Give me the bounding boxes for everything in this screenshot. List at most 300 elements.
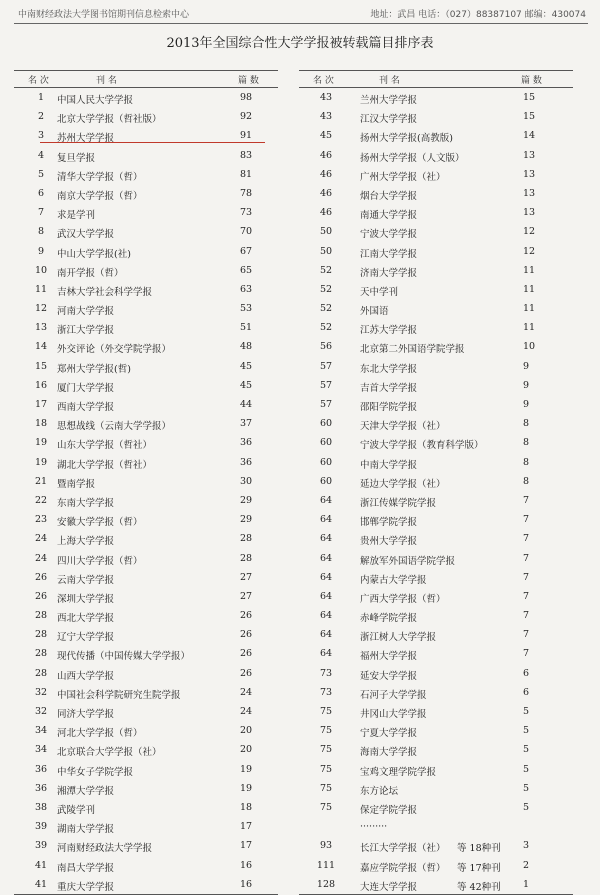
count-cell: 51 [240,322,253,334]
count-cell: 19 [240,782,253,794]
journal-title-cell: 延安大学学报 [360,670,418,682]
rank-cell: 75 [319,744,333,756]
journal-title-cell: 河南财经政法大学学报 [57,843,153,855]
count-cell: 8 [523,418,530,430]
table-row [14,760,278,779]
rank-cell: 64 [319,590,333,602]
table-row [299,126,573,145]
journal-title-cell: 中山大学学报(社) [57,248,131,260]
journal-title-cell: 郑州大学学报(哲) [57,363,131,375]
right-ranking-table [299,70,573,895]
rank-cell: 28 [34,648,48,660]
table-row [14,549,278,568]
table-row [299,664,573,683]
count-cell: 29 [240,514,253,526]
right-table-header [299,70,573,88]
rank-cell: 16 [34,379,48,391]
table-row [14,875,278,894]
table-row [14,88,278,107]
rank-cell: 46 [319,187,333,199]
count-cell: 17 [240,821,253,833]
rank-cell: 56 [319,341,333,353]
table-row [299,453,573,472]
rank-cell: 32 [34,706,48,717]
count-cell: 11 [523,303,536,315]
journal-title-cell: 求是学刊 [57,210,96,222]
rank-cell: 128 [316,878,336,890]
count-cell: 8 [523,456,530,468]
journal-title-cell: 内蒙古大学学报 [360,574,427,586]
table-row [299,433,573,452]
rank-cell: 52 [319,322,333,334]
header-divider [14,23,588,24]
title-column-header: 刊 名 [379,76,400,86]
table-row [299,242,573,261]
count-cell: 6 [523,686,530,698]
table-row [14,261,278,280]
count-cell: 7 [523,552,530,564]
rank-cell: 64 [319,514,333,526]
count-cell: 5 [523,706,530,717]
journal-title-cell: 宁波大学学报 [360,229,418,241]
rank-cell: 64 [319,629,333,641]
rank-cell: 10 [34,264,48,276]
count-cell: 26 [240,667,253,679]
rank-cell: 11 [34,283,48,295]
count-cell: 17 [240,840,253,852]
journal-title-cell: 东南大学学报 [57,497,115,509]
rank-cell: 57 [319,360,333,372]
header-organization: 中南财经政法大学图书馆期刊信息检索中心 [18,10,190,20]
rank-cell: 12 [34,303,48,315]
rank-cell: 64 [319,552,333,564]
count-cell: 5 [523,801,530,813]
table-row [299,491,573,510]
journal-title-cell: 湖北大学学报（哲社） [57,459,153,471]
table-row [299,568,573,587]
journal-title-cell: 宝鸡文理学院学报 [360,766,437,778]
table-row [14,606,278,625]
table-row [14,587,278,606]
rank-cell: 73 [319,686,333,698]
journal-title-cell: 兰州大学学报 [360,95,418,106]
table-row [299,683,573,702]
journal-title-cell: 南京大学学报（哲） [57,190,143,202]
table-row [14,433,278,452]
rank-cell: 64 [319,648,333,660]
count-cell: 15 [523,111,536,123]
table-row [14,664,278,683]
journal-title-cell: 解放军外国语学院学报 [360,555,456,567]
rank-cell: 75 [319,725,333,737]
journal-title-cell: 中国社会科学院研究生院学报 [57,689,181,701]
rank-cell: 45 [319,130,333,142]
journal-title-cell: 天津大学学报（社） [360,421,446,433]
rank-cell: 50 [319,226,333,238]
rank-cell: 36 [34,763,48,775]
rank-cell: 34 [34,725,48,737]
journal-title-cell: 中南大学学报 [360,459,418,471]
table-row [14,395,278,414]
count-cell: 29 [240,494,253,506]
table-row [299,721,573,740]
table-row [299,88,573,107]
rank-cell: 28 [34,667,48,679]
rank-cell: 19 [34,437,48,449]
journal-title-cell: 中华女子学院学报 [57,766,134,778]
table-row [299,644,573,663]
rank-cell: 64 [319,571,333,583]
journal-title-cell: 湖南大学学报 [57,824,115,836]
table-row [299,376,573,395]
rank-cell: 18 [34,418,48,430]
table-row [14,318,278,337]
table-row [299,261,573,280]
rank-cell: 9 [37,245,45,257]
rank-cell: 28 [34,629,48,641]
table-row [14,222,278,241]
count-cell: 45 [240,360,253,372]
table-row [14,721,278,740]
table-row [299,414,573,433]
rank-cell: 41 [34,878,48,890]
journal-title-cell: 山东大学学报（哲社） [57,440,153,452]
rank-cell: 23 [34,514,48,526]
count-cell: 6 [523,667,530,679]
rank-cell: 34 [34,744,48,756]
count-cell: 44 [240,399,253,410]
rank-cell: 64 [319,494,333,506]
table-row [299,165,573,184]
journal-title-cell: 烟台大学学报 [360,190,418,202]
count-cell: 26 [240,648,253,660]
journal-title-cell: 湘潭大学学报 [57,785,115,797]
table-row [299,529,573,548]
table-row [299,146,573,165]
journal-title-cell: 武汉大学学报 [57,229,115,241]
journal-title-cell: 外国语 [360,306,389,318]
rank-cell: 43 [319,92,333,103]
count-cell: 20 [240,725,253,737]
journal-title-cell: 暨南学报 [57,478,96,490]
journal-title-cell: 清华大学学报（哲） [57,171,143,183]
rank-cell: 64 [319,533,333,545]
count-cell: 65 [240,264,253,276]
rank-cell: 57 [319,399,333,410]
journal-title-cell: 扬州大学学报(高教版) [360,133,453,145]
journal-title-cell: 吉林大学社会科学学报 [57,286,153,298]
rank-cell: 52 [319,283,333,295]
journal-title-cell: 上海大学学报 [57,536,115,548]
rank-cell: 13 [34,322,48,334]
left-table-header [14,70,278,88]
rank-cell: 1 [37,92,45,103]
rank-cell: 39 [34,821,48,833]
count-cell: 12 [523,226,536,238]
count-cell: 15 [523,92,536,103]
table-row [14,836,278,855]
journal-title-cell: 浙江传媒学院学报 [360,497,437,509]
count-cell: 11 [523,264,536,276]
journal-title-cell: 嘉应学院学报（哲） [360,862,446,874]
table-row [14,644,278,663]
left-ranking-table [14,70,278,895]
table-row [14,184,278,203]
table-row [14,529,278,548]
journal-title-cell: 西南大学学报 [57,402,115,413]
count-cell: 13 [523,187,536,199]
rank-cell: 60 [319,437,333,449]
rank-cell: 38 [34,801,48,813]
journal-title-cell: 北京大学学报（哲社版） [57,114,162,126]
rank-cell: 26 [34,590,48,602]
table-row [14,683,278,702]
rank-cell: 60 [319,418,333,430]
count-cell: 8 [523,437,530,449]
journal-title-cell: 北京第二外国语学院学报 [360,344,465,356]
journal-title-cell: 保定学院学报 [360,804,418,816]
journal-title-cell: 四川大学学报（哲） [57,555,143,567]
journal-title-cell: 南通大学学报 [360,210,418,222]
table-row [299,280,573,299]
count-cell: 13 [523,168,536,180]
journal-title-cell: 扬州大学学报（人文版） [360,152,465,164]
count-cell: 98 [240,92,253,103]
count-cell: 73 [240,207,253,219]
rank-cell: 52 [319,264,333,276]
journal-title-cell: 海南大学学报 [360,747,418,759]
journal-title-cell: 井冈山大学学报 [360,709,427,720]
journal-title-cell: 现代传播（中国传媒大学学报） [57,651,191,663]
journal-title-cell: 石河子大学学报 [360,689,427,701]
rank-cell: 14 [34,341,48,353]
journal-title-cell: 赤峰学院学报 [360,613,418,625]
journal-title-cell: 延边大学学报（社） [360,478,446,490]
header-contact: 地址：武昌 电话：（027）88387107 邮编：430074 [370,10,586,20]
table-row [299,760,573,779]
rank-cell: 24 [34,552,48,564]
left-table-body [14,88,278,894]
count-cell: 26 [240,629,253,641]
count-cell: 70 [240,226,253,238]
rank-cell: 15 [34,360,48,372]
right-table-body [299,88,573,894]
journal-title-cell: 吉首大学学报 [360,382,418,394]
journal-title-cell: ········· [360,821,388,833]
journal-title-cell: 浙江树人大学学报 [360,632,437,644]
count-cell: 24 [240,706,253,717]
table-row [299,875,573,894]
journal-title-cell: 北京联合大学学报（社） [57,747,162,759]
journal-title-cell: 浙江大学学报 [57,325,115,337]
count-cell: 7 [523,514,530,526]
journal-title-cell: 江汉大学学报 [360,114,418,126]
journal-title-cell: 深圳大学学报 [57,593,115,605]
table-row [299,107,573,126]
table-row [299,587,573,606]
count-cell: 16 [240,878,253,890]
rank-cell: 50 [319,245,333,257]
rank-cell: 46 [319,168,333,180]
count-cell: 18 [240,801,253,813]
count-cell: 5 [523,763,530,775]
table-row [14,280,278,299]
count-cell: 24 [240,686,253,698]
count-cell: 7 [523,648,530,660]
count-cell: 7 [523,494,530,506]
rank-cell: 46 [319,149,333,161]
rank-cell: 64 [319,610,333,622]
count-cell: 12 [523,245,536,257]
count-cell: 10 [523,341,536,353]
table-row [299,203,573,222]
rank-cell: 21 [34,475,48,487]
table-row [14,146,278,165]
count-cell: 7 [523,590,530,602]
rank-cell: 8 [37,226,45,238]
journal-title-cell: 厦门大学学报 [57,382,115,394]
table-row [299,337,573,356]
rank-cell: 75 [319,782,333,794]
rank-cell: 7 [37,207,45,219]
table-row [299,625,573,644]
journal-title-cell: 同济大学学报 [57,709,115,720]
note-cell: 等 18种刊 [457,843,501,855]
table-row [14,376,278,395]
table-row [14,414,278,433]
table-row [14,337,278,356]
count-cell: 11 [523,283,536,295]
journal-title-cell: 安徽大学学报（哲） [57,517,143,529]
title-column-header: 刊 名 [96,76,117,86]
table-row [299,222,573,241]
table-row [14,779,278,798]
table-row [14,357,278,376]
count-cell: 36 [240,456,253,468]
journal-title-cell: 复旦学报 [57,152,96,164]
table-row [299,318,573,337]
table-row [299,510,573,529]
rank-column-header: 名 次 [313,76,334,86]
table-row [14,453,278,472]
journal-title-cell: 广州大学学报（社） [360,171,446,183]
rank-cell: 60 [319,456,333,468]
count-cell: 5 [523,744,530,756]
journal-title-cell: 辽宁大学学报 [57,632,115,644]
rank-cell: 75 [319,763,333,775]
rank-cell: 2 [37,111,45,123]
table-row [14,817,278,836]
count-cell: 92 [240,111,253,123]
journal-title-cell: 东方论坛 [360,785,399,797]
journal-title-cell: 南开学报（哲） [57,267,124,279]
table-row [299,779,573,798]
journal-title-cell: 苏州大学学报 [57,133,115,145]
rank-cell: 5 [37,168,45,180]
rank-cell: 57 [319,379,333,391]
count-cell: 19 [240,763,253,775]
table-row [14,107,278,126]
journal-title-cell: 中国人民大学学报 [57,95,134,106]
count-cell: 26 [240,610,253,622]
journal-title-cell: 江苏大学学报 [360,325,418,337]
rank-cell: 19 [34,456,48,468]
count-cell: 14 [523,130,536,142]
journal-title-cell: 贵州大学学报 [360,536,418,548]
table-row [299,184,573,203]
count-cell: 16 [240,859,253,871]
count-cell: 91 [240,130,253,142]
count-cell: 30 [240,475,253,487]
table-row [14,798,278,817]
journal-title-cell: 济南大学学报 [360,267,418,279]
journal-title-cell: 云南大学学报 [57,574,115,586]
table-row [14,702,278,721]
rank-cell: 26 [34,571,48,583]
count-cell: 53 [240,303,253,315]
table-row [299,740,573,759]
count-cell: 7 [523,610,530,622]
rank-cell: 93 [319,840,333,852]
table-row [14,510,278,529]
count-cell: 28 [240,552,253,564]
journal-title-cell: 大连大学学报 [360,881,418,893]
table-row [299,702,573,721]
journal-title-cell: 邯郸学院学报 [360,517,418,529]
count-column-header: 篇 数 [238,76,259,86]
count-cell: 27 [240,571,253,583]
table-row [14,165,278,184]
count-cell: 5 [523,725,530,737]
count-cell: 45 [240,379,253,391]
count-cell: 8 [523,475,530,487]
table-row [14,299,278,318]
count-column-header: 篇 数 [521,76,542,86]
rank-cell: 73 [319,667,333,679]
rank-cell: 17 [34,399,48,410]
count-cell: 81 [240,168,253,180]
journal-title-cell: 思想战线（云南大学学报） [57,421,172,433]
rank-cell: 46 [319,207,333,219]
count-cell: 63 [240,283,253,295]
rank-cell: 3 [37,130,45,142]
journal-title-cell: 邵阳学院学报 [360,402,418,413]
journal-title-cell: 宁波大学学报（教育科学版） [360,440,484,452]
journal-title-cell: 河南大学学报 [57,306,115,318]
journal-title-cell: 江南大学学报 [360,248,418,260]
table-row [14,242,278,261]
count-cell: 7 [523,629,530,641]
table-row [299,606,573,625]
rank-cell: 22 [34,494,48,506]
table-row [14,625,278,644]
count-cell: 5 [523,782,530,794]
rank-cell: 28 [34,610,48,622]
count-cell: 28 [240,533,253,545]
table-row [299,856,573,875]
count-cell: 7 [523,571,530,583]
rank-cell: 36 [34,782,48,794]
journal-title-cell: 河北大学学报（哲） [57,728,143,740]
rank-cell: 75 [319,801,333,813]
table-row [299,798,573,817]
table-row [14,856,278,875]
table-row [299,299,573,318]
rank-cell: 6 [37,187,45,199]
rank-cell: 43 [319,111,333,123]
count-cell: 13 [523,207,536,219]
count-cell: 3 [523,840,530,852]
